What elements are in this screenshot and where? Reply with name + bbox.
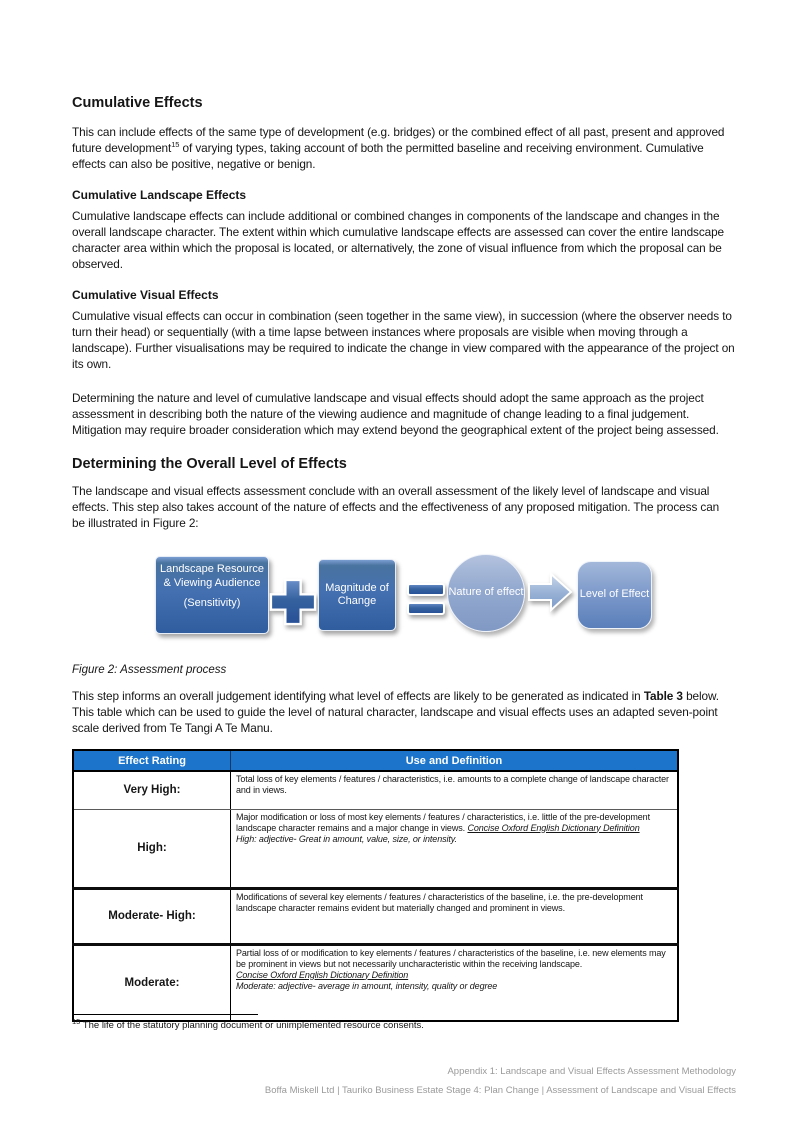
effect-rating-table xyxy=(72,749,679,1022)
column-header-effect-rating: Effect Rating xyxy=(73,750,231,771)
footnote-reference: 15 xyxy=(171,140,180,150)
diagram-box-magnitude xyxy=(318,559,396,631)
diagram-box-landscape-resource-label: Landscape Resource & Viewing Audience xyxy=(160,563,264,589)
footer-appendix-line: Appendix 1: Landscape and Visual Effects Assessment Methodology xyxy=(447,1066,736,1077)
diagram-circle-nature-of-effect xyxy=(447,554,525,632)
table-row xyxy=(73,888,678,944)
rating-high: High: xyxy=(73,809,231,888)
plus-icon xyxy=(269,578,317,626)
diagram-box-sensitivity-label: (Sensitivity) xyxy=(183,597,241,609)
rating-moderate: Moderate: xyxy=(73,944,231,1021)
para-cumulative-visual-1: Cumulative visual effects can occur in combination (seen together in the same view), in succession (where the observer needs to turn their head) or sequentially (with a time lapse between instances where proposals are visible when moving through a landscape). Further visualisations may be required to indicate the change in view compared with the appearance of the project on its own. xyxy=(72,309,735,371)
heading-cumulative-visual-effects: Cumulative Visual Effects xyxy=(72,288,219,302)
rating-very-high: Very High: xyxy=(73,771,231,809)
footer-document-title-line: Boffa Miskell Ltd | Tauriko Business Estate Stage 4: Plan Change | Assessment of Landscape and Visual Effects xyxy=(264,1084,736,1096)
arrow-right-icon xyxy=(527,570,573,614)
definition-very-high: Total loss of key elements / features / characteristics, i.e. amounts to a complete change of landscape character and in views. xyxy=(231,771,679,809)
para-table-intro: This step informs an overall judgement identifying what level of effects are likely to be generated as indicated in Table 3 below. This table which can be used to guide the level of natural character, landscape and visual effects uses an adapted seven-point scale derived from Te Tangi A Te Manu. xyxy=(72,689,719,735)
para-overall-level: The landscape and visual effects assessment conclude with an overall assessment of the likely level of landscape and visual effects. This step also takes account of the nature of effects and the effectiveness of any proposed mitigation. The process can be illustrated in Figure 2: xyxy=(72,484,720,530)
table-row xyxy=(73,771,678,809)
definition-moderate: Partial loss of or modification to key elements / features / characteristics of the baseline, i.e. new elements may be prominent in views but not necessarily uncharacteristic within the receiving landscape. Concise Oxford English Dictionary Definition Moderate: adjective- average in amount, intensity, quality or degree xyxy=(236,947,666,991)
assessment-process-diagram xyxy=(72,551,735,653)
heading-overall-level: Determining the Overall Level of Effects xyxy=(72,456,347,472)
column-header-use-and-definition: Use and Definition xyxy=(231,750,679,771)
definition-high: Major modification or loss of most key elements / features / characteristics, i.e. little of the pre-development landscape character remains and a major change in views. Concise Oxford English Dictionary Definition High: adjective- Great in amount, value, size, or intensity. xyxy=(231,809,679,888)
figure-2-caption: Figure 2: Assessment process xyxy=(72,664,227,676)
para-cumulative-effects: This can include effects of the same type of development (e.g. bridges) or the combined effect of all past, present and approved future development$^{15}$ of varying types, taking account of both the permitted baseline and receiving environment. Cumulative effects can also be positive, negative or benign. xyxy=(72,125,725,171)
table-3-reference: Table 3 xyxy=(643,689,683,703)
footnote-text: $^{15}$ The life of the statutory planning document or unimplemented resource consents. xyxy=(72,1016,424,1031)
heading-cumulative-effects: Cumulative Effects xyxy=(72,95,203,111)
diagram-box-magnitude-label: Magnitude of Change xyxy=(325,581,389,607)
equals-icon xyxy=(406,581,446,617)
heading-cumulative-landscape-effects: Cumulative Landscape Effects xyxy=(72,188,247,202)
rating-moderate-high: Moderate- High: xyxy=(73,888,231,944)
table-header-row xyxy=(73,750,678,771)
page-footer xyxy=(265,1063,736,1100)
definition-moderate-high: Modifications of several key elements / features / characteristics of the baseline, i.e. the pre-development landscape character remains evident but materially changed and prominent in views. xyxy=(231,888,679,944)
para-cumulative-landscape: Cumulative landscape effects can include additional or combined changes in components of the landscape and changes in the overall landscape character. The extent within which cumulative landscape effects are assessed can cover the entire landscape character area within which the proposal is located, or alternatively, the zone of visual influence from which the proposal can be observed. xyxy=(72,209,725,271)
table-row xyxy=(73,809,678,888)
table-row xyxy=(73,944,678,1021)
diagram-box-landscape-resource xyxy=(155,556,269,634)
footnote xyxy=(72,1014,735,1032)
diagram-box-level-label: Level of Effect xyxy=(579,588,650,601)
footnote-separator xyxy=(72,1014,258,1015)
diagram-box-level-of-effect xyxy=(577,561,652,629)
para-cumulative-visual-2: Determining the nature and level of cumulative landscape and visual effects should adopt the same approach as the project assessment in describing both the nature of the viewing audience and magnitude of change leading to a final judgement. Mitigation may require broader consideration which may extend beyond the geographical extent of the project being assessed. xyxy=(72,391,719,437)
diagram-circle-label: Nature of effect xyxy=(448,586,524,599)
page-content xyxy=(72,0,735,1022)
